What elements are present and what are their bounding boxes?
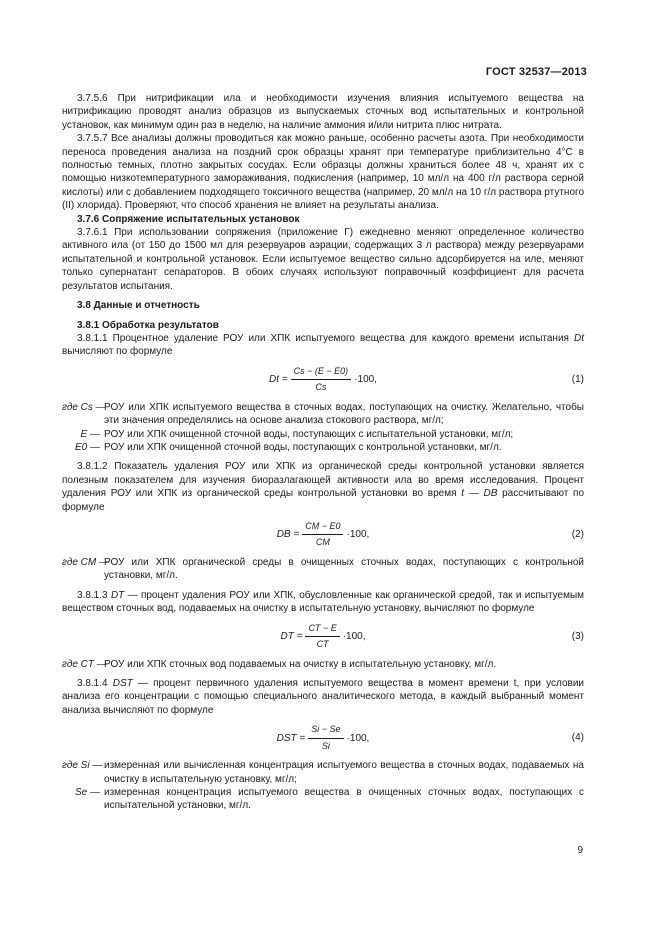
heading-3-8: 3.8 Данные и отчетность: [77, 300, 200, 312]
where-definition: РОУ или ХПК очищенной сточной воды, поступающих с испытательной установки, мг/л;: [104, 428, 514, 440]
formula-4-numerator: Si − Se: [308, 723, 343, 738]
formula-1-numerator: Cs − (E − E0): [291, 365, 352, 380]
paragraph-3-8-1-2-text: 3.8.1.2 Показатель удаления РОУ или ХПК из органической среды контрольной установки является полезным показателем для изучения биоразлагающей активности ила во время исследования. Процент удаления РОУ или ХПК из органической среды контрольной установки во время: [62, 461, 584, 500]
formula-4-fraction: [308, 723, 343, 753]
symbol-t-db: t — DB: [461, 488, 498, 500]
paragraph-3-8-1-4: [62, 677, 584, 717]
heading-3-8-1: 3.8.1 Обработка результатов: [77, 319, 219, 331]
formula-2-numerator: CM − E0: [302, 520, 343, 535]
formula-3-numerator: CT − E: [305, 622, 339, 637]
formula-3-tail: ·100,: [342, 630, 366, 642]
where-symbol: E —: [80, 428, 100, 440]
formula-4-denominator: Si: [321, 740, 330, 751]
paragraph-3-7-5-6: 3.7.5.6 При нитрификации ила и необходимости изучения влияния испытуемого вещества на нитрификацию проводят анализ образцов из выпускаемых сточных вод испытательных и контрольной установок, как минимум один раз в неделю, на наличие аммония и/или нитрита плюс нитрата.: [62, 93, 584, 131]
formula-4-lhs: DST =: [276, 732, 306, 744]
formula-3-lhs: DT =: [280, 630, 303, 642]
paragraph-3-8-1-3-number: 3.8.1.3: [77, 589, 108, 601]
formula-1: [62, 363, 584, 397]
where-definition: измеренная концентрация испытуемого вещества в очищенных сточных водах, поступающих с испытательной установки, мг/л.: [104, 787, 584, 812]
formula-4: [62, 721, 584, 755]
formula-1-lhs: Dt =: [269, 374, 288, 386]
where-symbol: где CT —: [62, 658, 107, 670]
formula-2-lhs: DB =: [276, 529, 300, 541]
where-symbol: где CM —: [62, 556, 110, 568]
paragraph-3-7-6-1: 3.7.6.1 При использовании сопряжения (приложение Г) ежедневно меняют определенное количество активного ила (от 150 до 1500 мл для резервуаров аэрации, содержащих 3 л раствора) между резервуарами испытательной и контрольной установок. Если испытуемое вещество сильно адсорбируется на иле, меняют только супернатант сепараторов. В обоих случаях используют поправочный коэффициент для расчета результатов испытания.: [62, 227, 584, 292]
where-symbol: E0 —: [74, 441, 100, 453]
paragraph-3-7-5-7: 3.7.5.7 Все анализы должны проводиться как можно раньше, особенно расчеты азота. При необходимости переноса проведения анализа на поздний срок образцы хранят при температуре приблизительно 4°С в полностью темных, плотно закрытых сосудах. Если образцы должны храниться более 48 ч, хранят их с помощью низкотемпературного замораживания, подкисления (например, 10 мл/л на 400 г/л раствора серной кислоты) или с добавлением подходящего токсичного вещества (например, 20 мл/л на 10 г/л раствора ртутного (II) хлорида). Проверяют, что способ хранения не влияет на результаты анализа.: [62, 133, 584, 212]
where-list-3: [62, 658, 584, 671]
paragraph-3-8-1-3: [62, 589, 584, 616]
paragraph-3-8-1-3-text: — процент удаления РОУ или ХПК, обусловленные как органической средой, так и испытуемым веществом сточных вод, подаваемых на очистку в испытательную установку, вычисляют по формуле: [62, 589, 585, 615]
where-definition: РОУ или ХПК сточных вод подаваемых на очистку в испытательную установку, мг/л.: [104, 658, 497, 670]
page-content: [62, 92, 584, 813]
where-list-1: [62, 401, 584, 455]
formula-3: [62, 620, 584, 654]
formula-3-denominator: CT: [316, 639, 329, 650]
symbol-dst: DST: [112, 678, 133, 689]
formula-2-denominator: CM: [315, 537, 330, 548]
paragraph-3-8-1-1: [62, 332, 584, 359]
symbol-dt: Dt: [574, 332, 585, 344]
formula-1-number: (1): [571, 373, 584, 385]
where-definition: РОУ или ХПК органической среды в очищенных сточных водах, поступающих с контрольной установки, мг/л.: [104, 556, 584, 582]
where-list-4: [62, 759, 584, 813]
formula-3-number: (3): [571, 630, 584, 642]
where-symbol: Se —: [74, 787, 100, 799]
paragraph-3-8-1-1-text: 3.8.1.1 Процентное удаление РОУ или ХПК испытуемого вещества для каждого времени испытания: [77, 332, 569, 344]
formula-2-tail: ·100,: [346, 529, 370, 541]
formula-2-number: (2): [571, 528, 584, 540]
formula-2-fraction: [302, 520, 343, 550]
formula-4-number: (4): [571, 732, 584, 744]
formula-4-tail: ·100,: [346, 732, 370, 744]
where-definition: РОУ или ХПК испытуемого вещества в сточных водах, поступающих на очистку. Желательно, чтобы эти значения определялись на основе анализа стокового раствора, мг/л;: [104, 401, 584, 427]
where-list-2: [62, 556, 584, 583]
formula-3-fraction: [305, 622, 339, 652]
where-definition: РОУ или ХПК очищенной сточной воды, поступающих с контрольной установки, мг/л.: [104, 441, 502, 453]
formula-1-denominator: Cs: [315, 382, 327, 393]
paragraph-3-8-1-2: [62, 460, 584, 514]
paragraph-3-8-1-1-end: вычисляют по формуле: [62, 346, 173, 358]
paragraph-3-8-1-4-text: — процент первичного удаления испытуемого вещества в момент времени t, при условии анализа его концентрации с помощью специального аналитического метода, в каждый выбранный момент анализа вычисляют по формуле: [62, 678, 585, 716]
paragraph-3-8-1-2-end: рассчитывают по формуле: [62, 488, 585, 513]
heading-3-7-6: 3.7.6 Сопряжение испытательных установок: [77, 213, 300, 225]
formula-2: [62, 518, 584, 552]
where-symbol: где Cs —: [62, 401, 106, 413]
standard-code: ГОСТ 32537—2013: [485, 66, 587, 78]
where-definition: измеренная или вычисленная концентрация испытуемого вещества в сточных водах, подаваемых на очистку в испытательную установку, мг/л;: [104, 760, 584, 785]
paragraph-3-8-1-4-number: 3.8.1.4: [77, 678, 108, 689]
where-symbol: где Si —: [62, 760, 103, 772]
symbol-dt-upper: DT: [110, 589, 125, 601]
formula-1-fraction: [291, 365, 352, 395]
formula-1-tail: ·100,: [354, 374, 377, 386]
page-number: 9: [577, 845, 583, 856]
